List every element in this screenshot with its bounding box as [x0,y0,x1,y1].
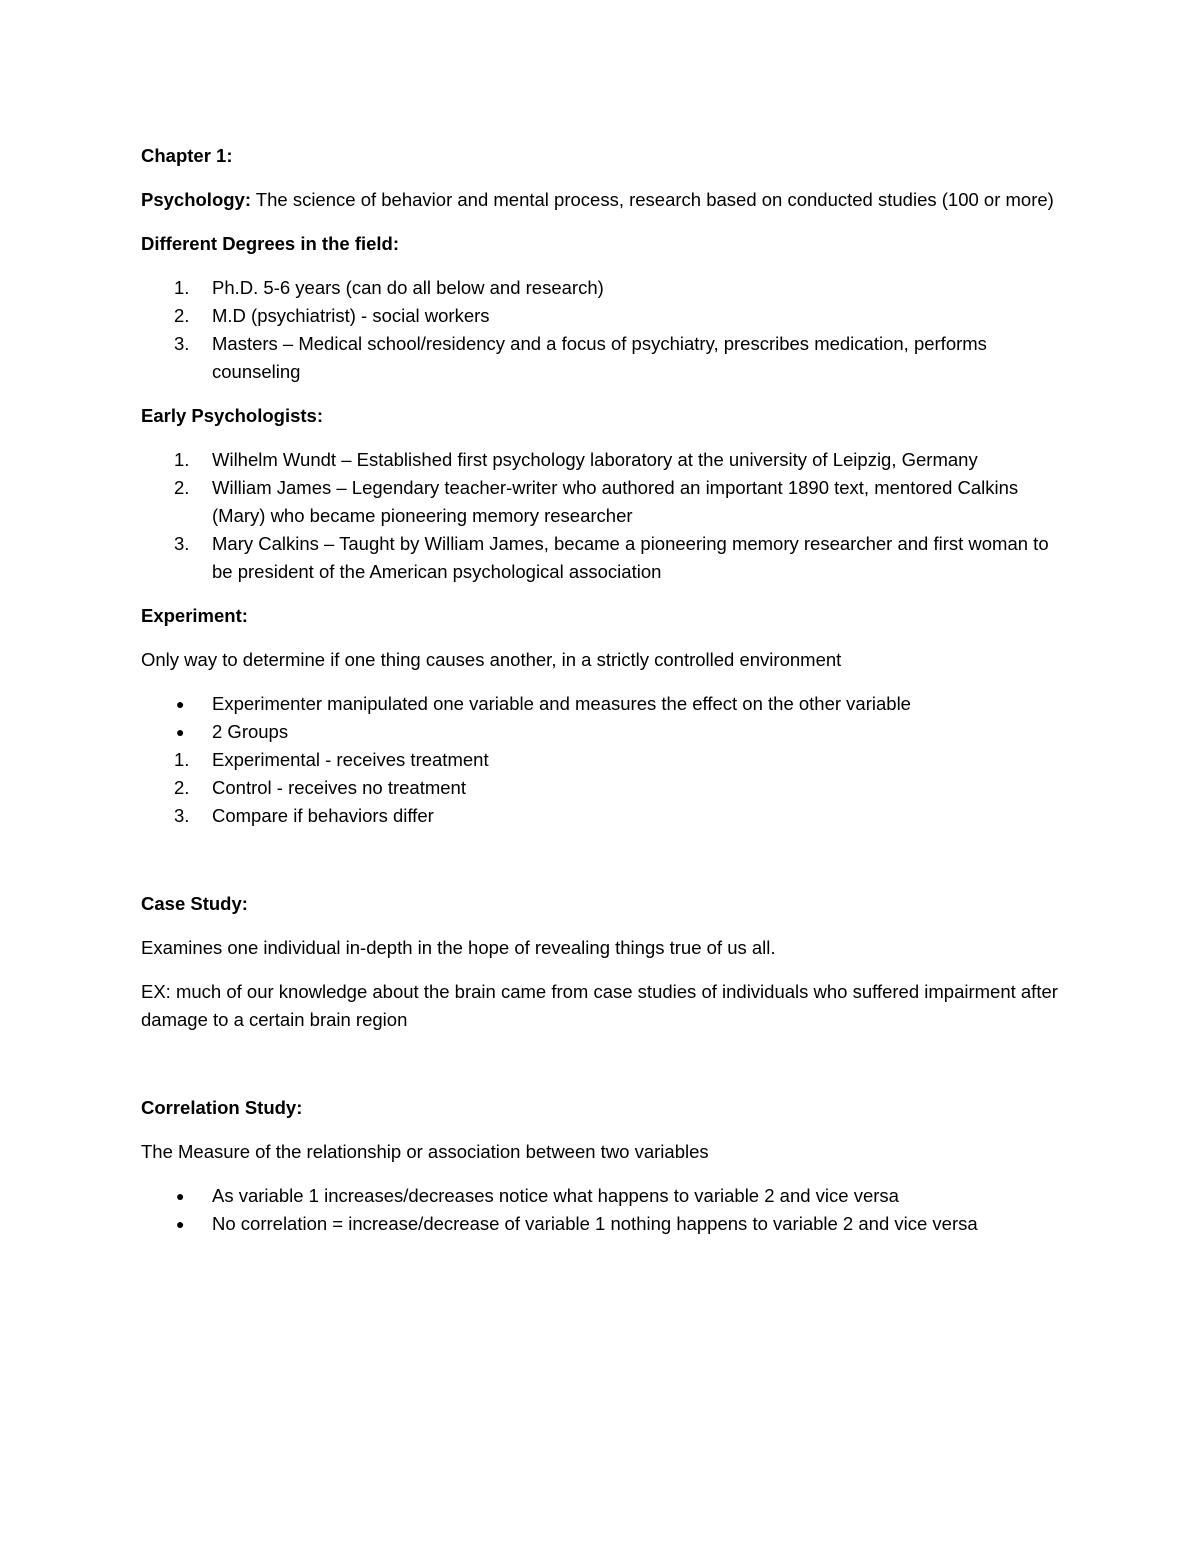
list-number: 2. [174,477,190,498]
correlation-intro: The Measure of the relationship or association between two variables [141,1141,709,1162]
list-number: 2. [174,305,190,326]
list-item-text: Masters – Medical school/residency and a focus of psychiatry, prescribes medication, performs counseling [212,333,987,382]
list-number: 1. [174,449,190,470]
early-psychologists-list [141,446,1061,586]
list-item-text: 2 Groups [212,721,289,742]
psychology-definition [141,186,1061,214]
list-item-text: Ph.D. 5-6 years (can do all below and research) [212,277,604,298]
degrees-heading: Different Degrees in the field: [141,233,400,254]
chapter-title: Chapter 1: [141,145,233,166]
psychology-definition-text: The science of behavior and mental process, research based on conducted studies (100 or more) [251,189,1054,210]
degrees-list [141,274,1061,386]
list-item-text: M.D (psychiatrist) - social workers [212,305,490,326]
list-item-text: Wilhelm Wundt – Established first psychology laboratory at the university of Leipzig, Germany [212,449,978,470]
list-number: 2. [174,777,190,798]
list-number: 3. [174,533,190,554]
list-item [141,1182,1061,1210]
case-study-example: EX: much of our knowledge about the brain came from case studies of individuals who suffered impairment after damage to a certain brain region [141,981,1058,1030]
list-item [141,774,1061,802]
spacer [141,846,1061,890]
list-item-text: Control - receives no treatment [212,777,466,798]
list-item-text: Experimenter manipulated one variable and measures the effect on the other variable [212,693,911,714]
experiment-heading: Experiment: [141,605,248,626]
list-item-text: As variable 1 increases/decreases notice what happens to variable 2 and vice versa [212,1185,899,1206]
list-item [141,690,1061,718]
list-item [141,274,1061,302]
list-item-text: Compare if behaviors differ [212,805,434,826]
list-item [141,530,1061,586]
list-item [141,474,1061,530]
case-study-heading: Case Study: [141,893,248,914]
document-page [141,142,1061,1254]
list-number: 3. [174,333,190,354]
bullet-icon: ● [176,696,185,712]
list-item [141,302,1061,330]
list-item-text: Mary Calkins – Taught by William James, became a pioneering memory researcher and first woman to be president of the American psychological association [212,533,1049,582]
case-study-intro: Examines one individual in-depth in the hope of revealing things true of us all. [141,937,776,958]
list-item-text: Experimental - receives treatment [212,749,489,770]
experiment-numbered-list [141,746,1061,830]
bullet-icon: ● [176,1216,185,1232]
spacer [141,1050,1061,1094]
list-item-text: No correlation = increase/decrease of variable 1 nothing happens to variable 2 and vice versa [212,1213,978,1234]
psychology-term: Psychology: [141,189,251,210]
bullet-icon: ● [176,724,185,740]
list-item [141,330,1061,386]
list-item-text: William James – Legendary teacher-writer who authored an important 1890 text, mentored Calkins (Mary) who became pioneering memory researcher [212,477,1019,526]
list-number: 1. [174,277,190,298]
list-item [141,1210,1061,1238]
list-item [141,718,1061,746]
list-item [141,446,1061,474]
experiment-intro: Only way to determine if one thing causes another, in a strictly controlled environment [141,649,842,670]
list-number: 1. [174,749,190,770]
list-item [141,802,1061,830]
list-number: 3. [174,805,190,826]
list-item [141,746,1061,774]
correlation-heading: Correlation Study: [141,1097,303,1118]
correlation-bullet-list [141,1182,1061,1238]
bullet-icon: ● [176,1188,185,1204]
early-psychologists-heading: Early Psychologists: [141,405,323,426]
experiment-bullet-list [141,690,1061,746]
